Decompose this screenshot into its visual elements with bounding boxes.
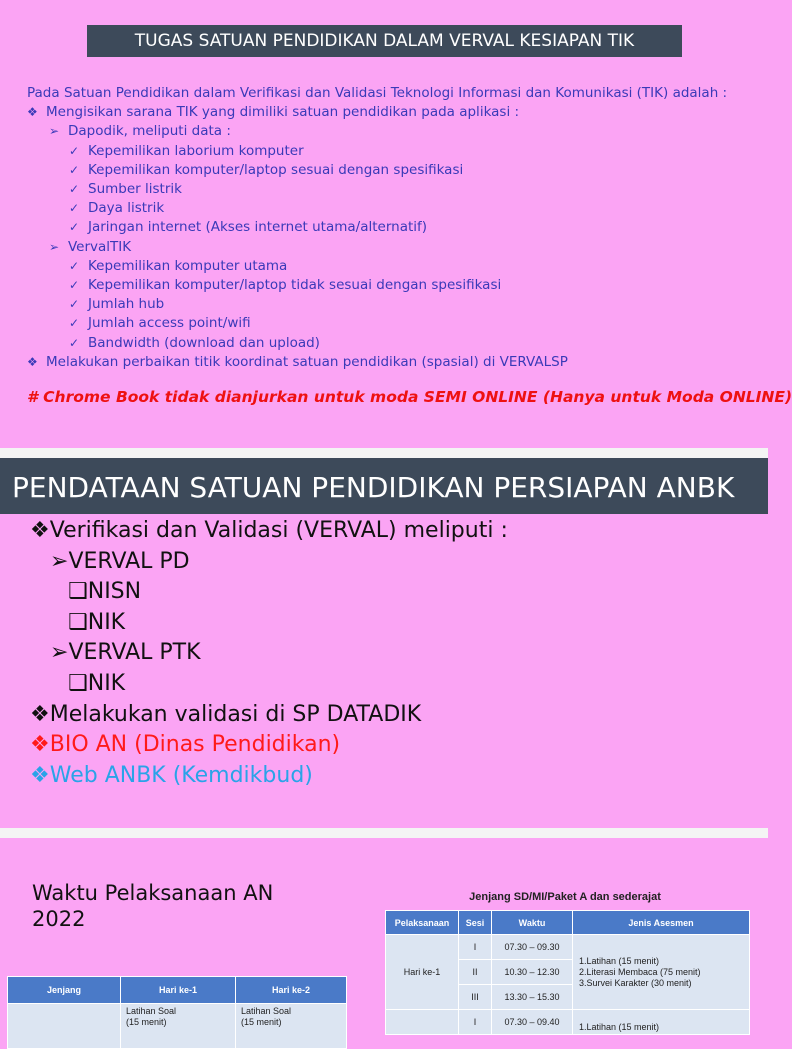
list-item: Dapodik, meliputi data : — [68, 123, 231, 140]
square-bullet-icon: ❑ — [68, 609, 88, 635]
jenis-item: 1.Latihan (15 menit) — [579, 955, 660, 966]
arrow-bullet-icon: ➢ — [49, 239, 60, 254]
cell-line: (15 menit) — [126, 1017, 167, 1027]
list-item: Kepemilikan komputer utama — [88, 257, 288, 274]
list-item: Kepemilikan komputer/laptop tidak sesuai dengan spesifikasi — [88, 277, 502, 294]
slide-body — [30, 516, 508, 791]
list-item: VervalTIK — [68, 238, 132, 255]
list-item: Daya listrik — [88, 200, 165, 217]
check-icon: ✓ — [69, 278, 80, 293]
slide-divider — [0, 828, 768, 838]
table-cell — [236, 1004, 347, 1049]
table-row — [386, 1010, 750, 1035]
square-bullet-icon: ❑ — [68, 670, 88, 696]
table-cell: Hari ke-1 — [386, 935, 459, 1010]
table-cell: 1.Latihan (15 menit) — [573, 1010, 750, 1035]
list-item: NIK — [87, 609, 126, 635]
slide-tugas-satuan — [0, 0, 792, 448]
schedule-title: Jenjang SD/MI/Paket A dan sederajat — [469, 891, 661, 903]
check-icon: ✓ — [69, 143, 80, 158]
table-cell: II — [459, 960, 492, 985]
table-cell: 07.30 – 09.30 — [492, 935, 573, 960]
cell-line: Latihan Soal — [241, 1006, 292, 1016]
chromebook-note: # Chrome Book tidak dianjurkan untuk moda SEMI ONLINE (Hanya untuk Moda ONLINE) — [27, 388, 792, 406]
slide-title: Waktu Pelaksanaan AN 2022 — [32, 881, 274, 931]
cell-line: Latihan Soal — [126, 1006, 177, 1016]
slide-pendataan — [0, 458, 768, 828]
list-item: Jaringan internet (Akses internet utama/alternatif) — [88, 219, 428, 236]
list-item: NIK — [87, 670, 126, 696]
table-header: Jenis Asesmen — [573, 911, 750, 935]
list-item: VERVAL PD — [68, 548, 190, 574]
arrow-bullet-icon: ➢ — [50, 548, 69, 574]
check-icon: ✓ — [69, 297, 80, 312]
table-cell: I — [459, 1010, 492, 1035]
table-cell: 10.30 – 12.30 — [492, 960, 573, 985]
slide-title: TUGAS SATUAN PENDIDIKAN DALAM VERVAL KESIAPAN TIK — [87, 25, 682, 57]
list-item: Web ANBK (Kemdikbud) — [49, 762, 313, 788]
list-item: Melakukan validasi di SP DATADIK — [49, 701, 422, 727]
list-item: VERVAL PTK — [68, 640, 201, 666]
check-icon: ✓ — [69, 201, 80, 216]
list-item: Jumlah hub — [88, 296, 165, 313]
table-header: Jenjang — [8, 977, 121, 1004]
table-header: Hari ke-2 — [236, 977, 347, 1004]
slide-body — [27, 84, 727, 372]
jenis-item: 2.Literasi Membaca (75 menit) — [579, 966, 701, 977]
square-bullet-icon: ❑ — [68, 579, 88, 605]
diamond-bullet-icon: ❖ — [30, 518, 50, 543]
jenjang-table — [7, 976, 347, 1049]
slide-waktu-pelaksanaan — [0, 838, 768, 1032]
table-cell — [8, 1004, 121, 1049]
check-icon: ✓ — [69, 162, 80, 177]
table-header-row — [8, 977, 347, 1004]
jenis-item: 3.Survei Karakter (30 menit) — [579, 977, 692, 988]
check-icon: ✓ — [69, 220, 80, 235]
table-header: Sesi — [459, 911, 492, 935]
diamond-bullet-icon: ❖ — [30, 732, 50, 758]
slide-title: PENDATAAN SATUAN PENDIDIKAN PERSIAPAN ANBK — [0, 458, 768, 514]
list-item: BIO AN (Dinas Pendidikan) — [49, 732, 341, 758]
arrow-bullet-icon: ➢ — [49, 124, 60, 139]
check-icon: ✓ — [69, 316, 80, 331]
schedule-table — [385, 910, 750, 1035]
table-header-row — [386, 911, 750, 935]
check-icon: ✓ — [69, 258, 80, 273]
list-item: Bandwidth (download dan upload) — [88, 334, 320, 351]
list-item: NISN — [87, 579, 142, 605]
table-cell — [121, 1004, 236, 1049]
check-icon: ✓ — [69, 182, 80, 197]
list-item: Sumber listrik — [88, 181, 182, 198]
diamond-bullet-icon: ❖ — [30, 762, 50, 788]
table-cell: 13.30 – 15.30 — [492, 985, 573, 1010]
table-cell: III — [459, 985, 492, 1010]
table-header: Hari ke-1 — [121, 977, 236, 1004]
list-item: Jumlah access point/wifi — [88, 315, 251, 332]
table-header: Waktu — [492, 911, 573, 935]
table-cell: 07.30 – 09.40 — [492, 1010, 573, 1035]
list-item: Kepemilikan laborium komputer — [88, 142, 304, 159]
list-item: Mengisikan sarana TIK yang dimiliki satuan pendidikan pada aplikasi : — [46, 104, 520, 121]
slide-divider — [0, 448, 768, 458]
table-row — [8, 1004, 347, 1049]
table-cell: I — [459, 935, 492, 960]
arrow-bullet-icon: ➢ — [50, 640, 69, 666]
diamond-bullet-icon: ❖ — [27, 354, 38, 369]
intro-text: Pada Satuan Pendidikan dalam Verifikasi dan Validasi Teknologi Informasi dan Komunikasi (TIK) adalah : — [27, 85, 728, 101]
table-cell — [386, 1010, 459, 1035]
check-icon: ✓ — [69, 335, 80, 350]
list-item: Verifikasi dan Validasi (VERVAL) meliputi : — [49, 518, 508, 543]
cell-line: (15 menit) — [241, 1017, 282, 1027]
list-item: Kepemilikan komputer/laptop sesuai dengan spesifikasi — [88, 161, 464, 178]
diamond-bullet-icon: ❖ — [30, 701, 50, 727]
list-item: Melakukan perbaikan titik koordinat satuan pendidikan (spasial) di VERVALSP — [46, 353, 568, 370]
table-cell — [573, 935, 750, 1010]
table-row — [386, 935, 750, 960]
diamond-bullet-icon: ❖ — [27, 105, 38, 120]
table-header: Pelaksanaan — [386, 911, 459, 935]
